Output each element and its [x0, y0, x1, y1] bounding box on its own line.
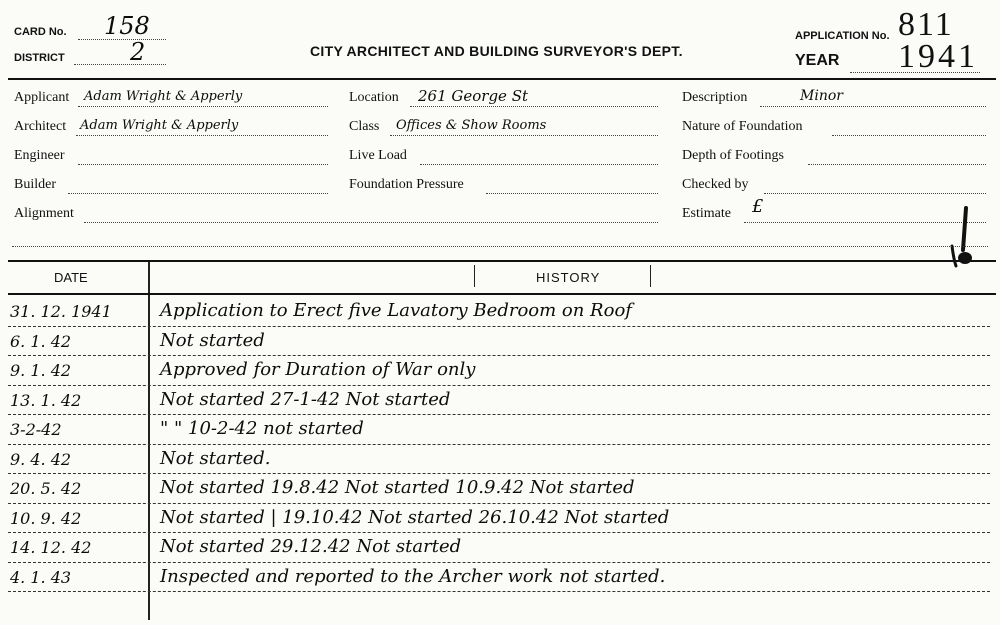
alignment-label: Alignment [14, 206, 74, 221]
class-line [390, 135, 658, 136]
row-rule [8, 414, 990, 415]
history-column-header: HISTORY [536, 270, 601, 285]
table-header-rule [8, 293, 996, 295]
description-line [760, 106, 986, 107]
architect-value: Adam Wright & Apperly [80, 118, 239, 133]
applicant-value: Adam Wright & Apperly [84, 89, 243, 104]
checked-by-line [764, 193, 986, 194]
live-load-line [420, 164, 658, 165]
class-label: Class [349, 119, 380, 134]
row-date: 4. 1. 43 [10, 567, 72, 587]
foundation-pressure-label: Foundation Pressure [349, 177, 464, 192]
table-row [0, 416, 1000, 446]
dept-title: CITY ARCHITECT AND BUILDING SURVEYOR'S DEPT. [310, 43, 683, 59]
table-row [0, 564, 1000, 594]
row-rule [8, 591, 990, 592]
location-value: 261 George St [418, 87, 529, 105]
row-history: Not started 19.8.42 Not started 10.9.42 Not started [160, 477, 635, 498]
row-rule [8, 562, 990, 563]
applicant-line [78, 106, 328, 107]
row-history: Approved for Duration of War only [160, 359, 476, 380]
row-rule [8, 503, 990, 504]
nature-of-foundation-line [832, 135, 986, 136]
history-header-tick-right [650, 265, 651, 287]
row-date: 13. 1. 42 [10, 390, 82, 410]
row-history: Not started [160, 329, 265, 351]
builder-label: Builder [14, 177, 56, 192]
depth-of-footings-label: Depth of Footings [682, 148, 784, 163]
year-label: YEAR [795, 52, 840, 69]
row-history: Inspected and reported to the Archer work not started. [160, 565, 666, 587]
row-rule [8, 355, 990, 356]
card-no-label: CARD No. [14, 26, 67, 38]
row-date: 20. 5. 42 [10, 479, 82, 498]
row-rule [8, 444, 990, 445]
application-value: 811 [898, 6, 954, 43]
architect-line [76, 135, 328, 136]
table-row [0, 357, 1000, 387]
row-rule [8, 326, 990, 327]
row-history: Not started. [160, 447, 271, 469]
row-history: " " 10-2-42 not started [160, 418, 364, 439]
ink-mark-icon [948, 206, 984, 268]
checked-by-label: Checked by [682, 177, 749, 192]
row-rule [8, 532, 990, 533]
row-rule [8, 473, 990, 474]
table-top-rule [8, 260, 996, 262]
row-history: Not started | 19.10.42 Not started 26.10.42 Not started [160, 506, 670, 528]
row-date: 14. 12. 42 [10, 538, 92, 557]
row-date: 9. 4. 42 [10, 449, 72, 469]
district-value: 2 [130, 38, 146, 66]
application-label: APPLICATION No. [795, 30, 890, 42]
row-date: 31. 12. 1941 [10, 302, 112, 321]
table-row [0, 328, 1000, 358]
description-label: Description [682, 90, 748, 105]
row-date: 3-2-42 [10, 420, 62, 439]
district-line [74, 64, 166, 65]
table-row [0, 534, 1000, 564]
district-label: DISTRICT [14, 52, 65, 64]
row-date: 9. 1. 42 [10, 361, 72, 380]
year-value: 1941 [898, 38, 978, 75]
architect-label: Architect [14, 119, 67, 134]
live-load-label: Live Load [349, 148, 407, 163]
location-line [410, 106, 658, 107]
description-value: Minor [800, 88, 843, 104]
row-date: 6. 1. 42 [10, 331, 72, 351]
table-row [0, 298, 1000, 328]
class-value: Offices & Show Rooms [396, 118, 547, 133]
estimate-value: £ [752, 196, 764, 217]
alignment-line [84, 222, 658, 223]
row-history: Not started 27-1-42 Not started [160, 388, 451, 410]
builder-line [68, 193, 328, 194]
engineer-line [78, 164, 328, 165]
location-label: Location [349, 90, 399, 105]
table-row [0, 505, 1000, 535]
card-no-value: 158 [104, 12, 150, 40]
history-header-tick-left [474, 265, 475, 287]
row-rule [8, 385, 990, 386]
header-rule [8, 78, 996, 80]
foundation-pressure-line [486, 193, 658, 194]
estimate-label: Estimate [682, 206, 731, 221]
row-history: Not started 29.12.42 Not started [160, 536, 462, 557]
nature-of-foundation-label: Nature of Foundation [682, 119, 803, 134]
date-column-header: DATE [54, 270, 88, 285]
engineer-label: Engineer [14, 148, 65, 163]
applicant-label: Applicant [14, 90, 70, 105]
details-bottom-line [12, 246, 988, 247]
table-row [0, 475, 1000, 505]
table-row [0, 446, 1000, 476]
row-date: 10. 9. 42 [10, 508, 82, 528]
row-history: Application to Erect five Lavatory Bedroom on Roof [160, 300, 632, 321]
table-row [0, 387, 1000, 417]
depth-of-footings-line [808, 164, 986, 165]
